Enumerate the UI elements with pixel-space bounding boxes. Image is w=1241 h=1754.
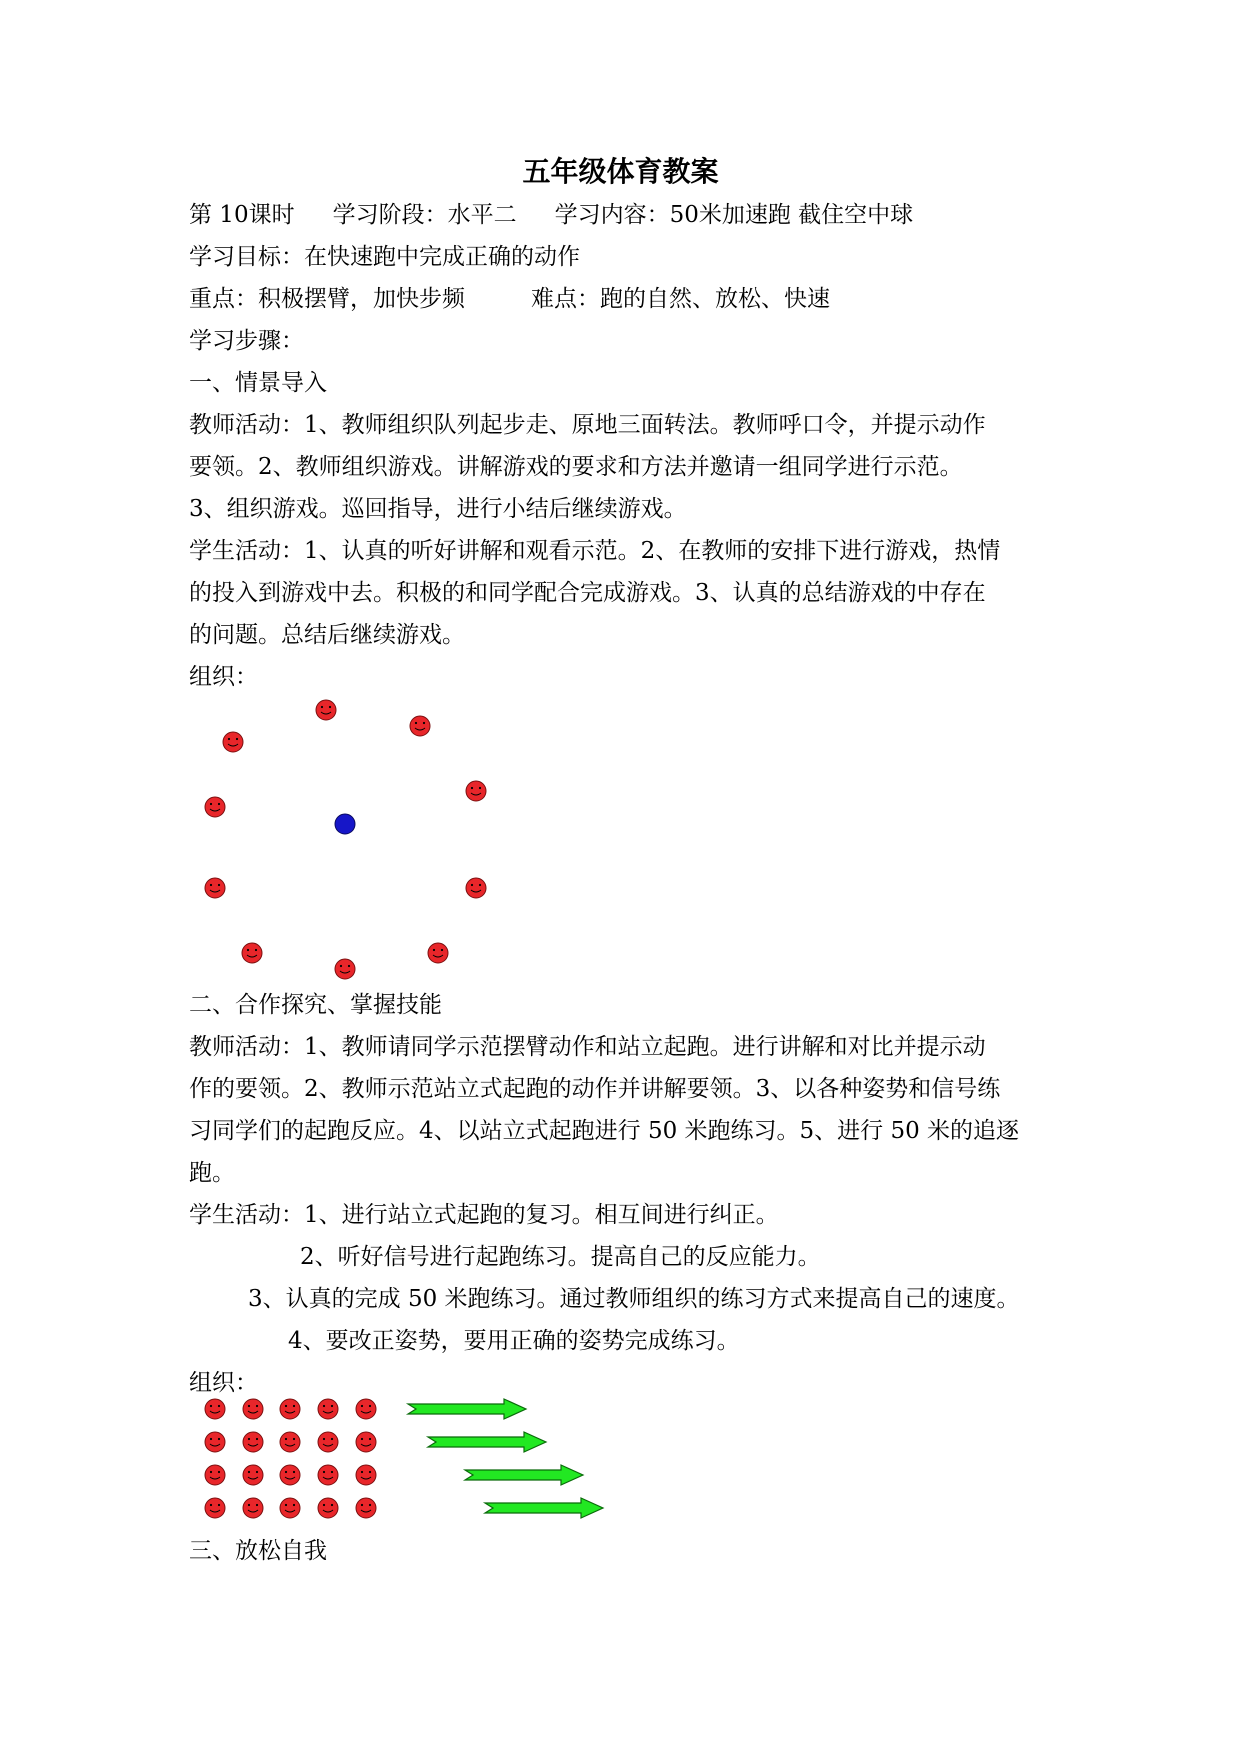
steps-label: 学习步骤： bbox=[189, 328, 304, 354]
student-dot bbox=[280, 1432, 300, 1452]
student-dot bbox=[280, 1465, 300, 1485]
section3-heading: 三、放松自我 bbox=[189, 1538, 327, 1564]
running-direction-arrow bbox=[428, 1432, 546, 1452]
student-dot bbox=[318, 1498, 338, 1518]
student-dot bbox=[318, 1465, 338, 1485]
section2-teacher-line: 习同学们的起跑反应。4、以站立式起跑进行 50 米跑练习。5、进行 50 米的追逐 bbox=[189, 1118, 1020, 1144]
section2-teacher-line: 教师活动：1、教师请同学示范摆臂动作和站立起跑。进行讲解和对比并提示动 bbox=[189, 1034, 986, 1060]
student-dot bbox=[356, 1498, 376, 1518]
section1-student-line: 的投入到游戏中去。积极的和同学配合完成游戏。3、认真的总结游戏的中存在 bbox=[189, 580, 986, 606]
student-dot bbox=[243, 1432, 263, 1452]
section2-teacher-line: 作的要领。2、教师示范站立式起跑的动作并讲解要领。3、以各种姿势和信号练 bbox=[189, 1076, 1001, 1102]
student-dot bbox=[356, 1432, 376, 1452]
key-point: 重点：积极摆臂，加快步频 bbox=[189, 286, 465, 312]
student-dot bbox=[243, 1465, 263, 1485]
section1-org-label: 组织： bbox=[189, 664, 258, 690]
lesson-number: 第 10课时 bbox=[189, 202, 295, 228]
student-dot bbox=[205, 1399, 225, 1419]
section2-heading: 二、合作探究、掌握技能 bbox=[189, 992, 442, 1018]
learning-stage: 学习阶段：水平二 bbox=[332, 202, 517, 228]
section2-student-line: 3、认真的完成 50 米跑练习。通过教师组织的练习方式来提高自己的速度。 bbox=[248, 1286, 1020, 1312]
section1-teacher-line: 要领。2、教师组织游戏。讲解游戏的要求和方法并邀请一组同学进行示范。 bbox=[189, 454, 963, 480]
section1-heading: 一、情景导入 bbox=[189, 370, 327, 396]
student-dot bbox=[318, 1432, 338, 1452]
document-title: 五年级体育教案 bbox=[522, 155, 719, 188]
learning-content: 学习内容：50米加速跑 截住空中球 bbox=[554, 202, 914, 228]
section2-teacher-line: 跑。 bbox=[189, 1160, 235, 1186]
section2-student-line: 2、听好信号进行起跑练习。提高自己的反应能力。 bbox=[300, 1244, 821, 1270]
section2-student-line: 学生活动：1、进行站立式起跑的复习。相互间进行纠正。 bbox=[189, 1202, 779, 1228]
section1-student-line: 学生活动：1、认真的听好讲解和观看示范。2、在教师的安排下进行游戏，热情 bbox=[189, 538, 1001, 564]
section1-teacher-line: 教师活动：1、教师组织队列起步走、原地三面转法。教师呼口令，并提示动作 bbox=[189, 412, 986, 438]
student-dot bbox=[280, 1399, 300, 1419]
student-dot bbox=[243, 1498, 263, 1518]
section1-student-line: 的问题。总结后继续游戏。 bbox=[189, 622, 465, 648]
student-dot bbox=[205, 1465, 225, 1485]
running-direction-arrow bbox=[408, 1399, 526, 1419]
student-dot bbox=[205, 1498, 225, 1518]
section2-student-line: 4、要改正姿势，要用正确的姿势完成练习。 bbox=[288, 1328, 740, 1354]
learning-goal: 学习目标：在快速跑中完成正确的动作 bbox=[189, 244, 580, 270]
student-dot bbox=[243, 1399, 263, 1419]
running-direction-arrow bbox=[465, 1465, 583, 1485]
student-dot bbox=[356, 1399, 376, 1419]
student-dot bbox=[280, 1498, 300, 1518]
student-dot bbox=[356, 1465, 376, 1485]
student-dot bbox=[318, 1399, 338, 1419]
student-dot bbox=[205, 1432, 225, 1452]
section1-teacher-line: 3、组织游戏。巡回指导，进行小结后继续游戏。 bbox=[189, 496, 687, 522]
running-direction-arrow bbox=[485, 1498, 603, 1518]
section2-org-label: 组织： bbox=[189, 1370, 258, 1396]
difficulty-point: 难点：跑的自然、放松、快速 bbox=[531, 286, 830, 312]
